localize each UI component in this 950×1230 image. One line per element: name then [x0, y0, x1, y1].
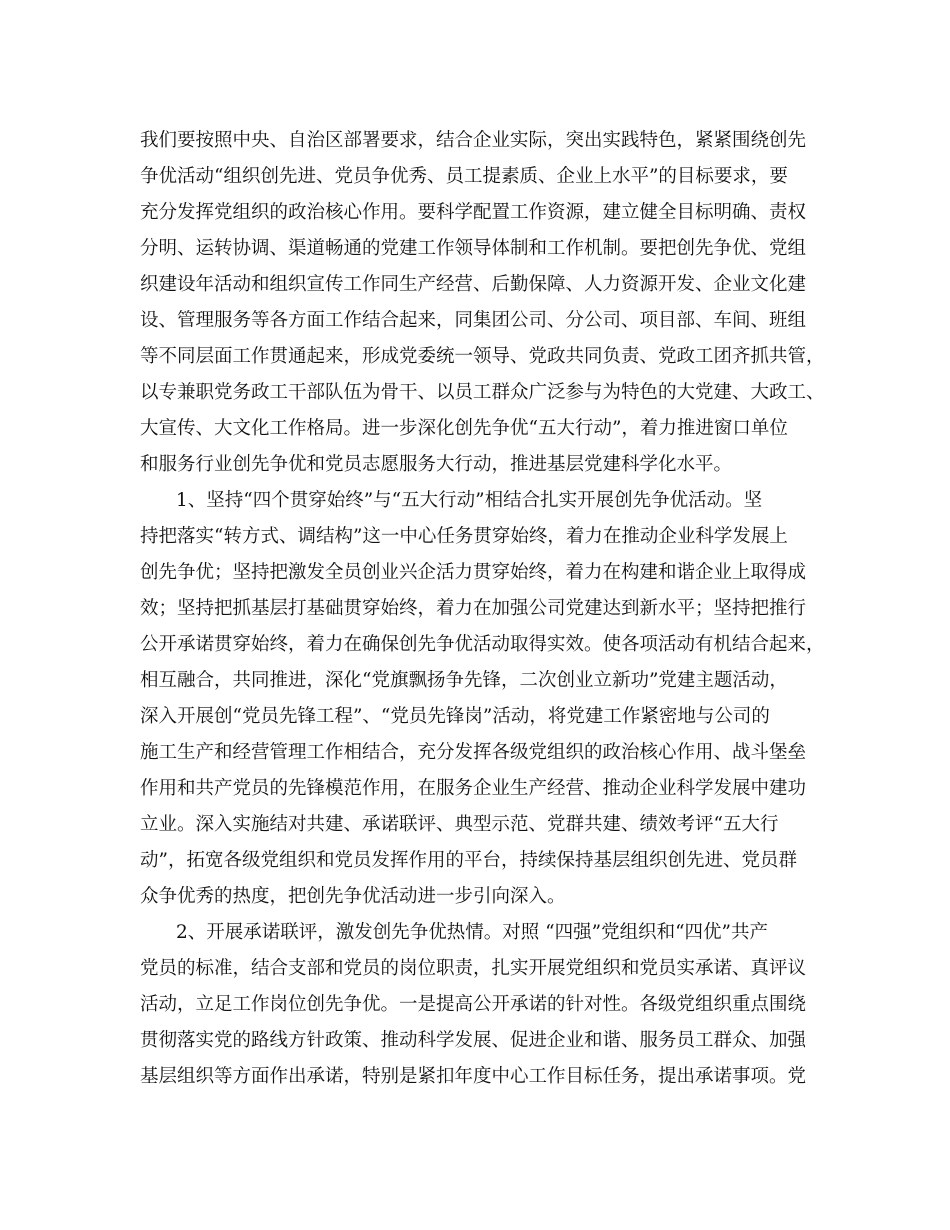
body-text-line: 大宣传、大文化工作格局。进一步深化创先争优“五大行动”，着力推进窗口单位 [140, 418, 788, 439]
body-text-line: 争优活动“组织创先进、党员争优秀、员工提素质、企业上水平”的目标要求，要 [140, 166, 788, 187]
paragraph-heading-line: 1、坚持“四个贯穿始终”与“五大行动”相结合扎实开展创先争优活动。坚 [176, 490, 763, 511]
body-text-line: 活动，立足工作岗位创先争优。一是提高公开承诺的针对性。各级党组织重点围绕 [140, 994, 807, 1015]
body-text-line: 等不同层面工作贯通起来，形成党委统一领导、党政共同负责、党政工团齐抓共管， [140, 346, 825, 367]
body-text-line: 持把落实“转方式、调结构”这一中心任务贯穿始终，着力在推动企业科学发展上 [140, 526, 788, 547]
body-text-line: 动”，拓宽各级党组织和党员发挥作用的平台，持续保持基层组织创先进、党员群 [140, 850, 797, 871]
body-text-line: 和服务行业创先争优和党员志愿服务大行动，推进基层党建科学化水平。 [140, 454, 733, 475]
body-text-line: 基层组织等方面作出承诺，特别是紧扣年度中心工作目标任务，提出承诺事项。党 [140, 1066, 807, 1087]
body-text-line: 相互融合，共同推进，深化“党旗飘扬争先锋，二次创业立新功”党建主题活动， [140, 670, 788, 691]
body-text-line: 施工生产和经营管理工作相结合，充分发挥各级党组织的政治核心作用、战斗堡垒 [140, 742, 807, 763]
body-text-line: 分明、运转协调、渠道畅通的党建工作领导体制和工作机制。要把创先争优、党组 [140, 238, 807, 259]
body-text-line: 以专兼职党务政工干部队伍为骨干、以员工群众广泛参与为特色的大党建、大政工、 [140, 382, 825, 403]
body-text-line: 创先争优；坚持把激发全员创业兴企活力贯穿始终，着力在构建和谐企业上取得成 [140, 562, 807, 583]
body-text-line: 织建设年活动和组织宣传工作同生产经营、后勤保障、人力资源开发、企业文化建 [140, 274, 807, 295]
body-text-line: 贯彻落实党的路线方针政策、推动科学发展、促进企业和谐、服务员工群众、加强 [140, 1030, 807, 1051]
body-text-line: 众争优秀的热度，把创先争优活动进一步引向深入。 [140, 886, 566, 907]
body-text-line: 公开承诺贯穿始终，着力在确保创先争优活动取得实效。使各项活动有机结合起来， [140, 634, 825, 655]
body-text-line: 效；坚持把抓基层打基础贯穿始终，着力在加强公司党建达到新水平；坚持把推行 [140, 598, 807, 619]
body-text-line: 充分发挥党组织的政治核心作用。要科学配置工作资源，建立健全目标明确、责权 [140, 202, 807, 223]
body-text-line: 党员的标准，结合支部和党员的岗位职责，扎实开展党组织和党员实承诺、真评议 [140, 958, 807, 979]
paragraph-heading-line: 2、开展承诺联评，激发创先争优热情。对照 “四强”党组织和“四优”共产 [176, 922, 768, 943]
body-text-line: 深入开展创“党员先锋工程”、“党员先锋岗”活动，将党建工作紧密地与公司的 [140, 706, 770, 727]
body-text-line: 我们要按照中央、自治区部署要求，结合企业实际，突出实践特色，紧紧围绕创先 [140, 130, 807, 151]
body-text-line: 作用和共产党员的先锋模范作用，在服务企业生产经营、推动企业科学发展中建功 [140, 778, 807, 799]
body-text-line: 设、管理服务等各方面工作结合起来，同集团公司、分公司、项目部、车间、班组 [140, 310, 807, 331]
body-text-line: 立业。深入实施结对共建、承诺联评、典型示范、党群共建、绩效考评“五大行 [140, 814, 779, 835]
